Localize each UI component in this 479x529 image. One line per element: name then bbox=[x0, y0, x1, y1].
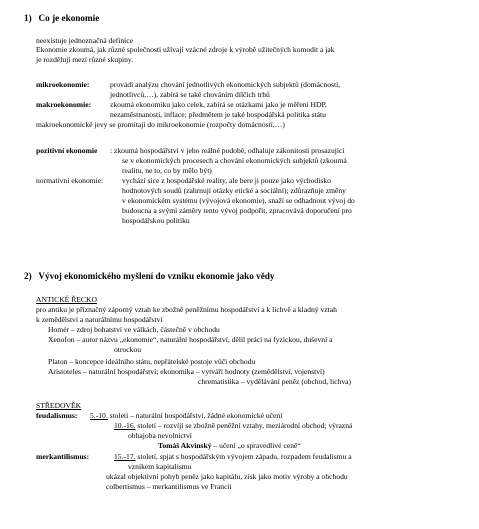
normative-economics-line-2: hodnotových soudů (zahrnují otázky etické a sociální); zdůrazňuje změny bbox=[122, 186, 346, 195]
macroeconomics-term: makroekonomie: bbox=[36, 100, 92, 109]
mercantilism-line-2: vznikem kapitalismu bbox=[128, 462, 192, 471]
microeconomics-term: mikroekonomie: bbox=[36, 80, 90, 89]
feudalism-line-3: obhajoba nevolnictví bbox=[128, 431, 192, 440]
feudalism-line-2-text: století – rozvíjí se zbožně peněžní vztahy, meziárodní obchod; výrazná bbox=[135, 421, 353, 430]
ancient-greece-heading: ANTICKÉ ŘECKO bbox=[36, 295, 97, 304]
mercantilism-line-1 bbox=[114, 452, 352, 461]
mercantilism-line-3: ukázal objektivní pohyb peněz jako kapitálu, zisk jako motiv výroby a obchodu bbox=[106, 472, 348, 481]
ancient-greece-line-1: pro antiku je příznačný záporný vztah ke zbožně peněžnímu hospodářství a k lichvě a kladný vztah bbox=[36, 305, 337, 314]
normative-economics-line-5: hospodářskou politiku bbox=[122, 216, 190, 225]
definition-line-2: je rozdělují mezi různé skupiny. bbox=[36, 55, 134, 64]
normative-economics-term: normativní ekonomie: bbox=[36, 176, 104, 185]
feudalism-line-2 bbox=[114, 421, 352, 430]
feudalism-century-1: 5.-10. bbox=[90, 411, 108, 420]
mercantilism-line-1-text: století, spjat s hospodářským vývojem západu, rozpadem feudalismu a bbox=[135, 452, 352, 461]
positive-economics-line-2: se v ekonomických procesech a chování ekonomických subjektů (zkoumá bbox=[122, 156, 347, 165]
platon-line: Platon – koncepce ideálního státu, nepřátelské postoje vůči obchodu bbox=[48, 357, 256, 366]
middle-ages-heading: STŘEDOVĚK bbox=[36, 401, 82, 410]
tomas-akvinsky-line bbox=[158, 441, 301, 450]
aristoteles-line-2: chrematistika – vydělávání peněz (obchod, lichva) bbox=[198, 377, 352, 386]
section-2-number: 2) bbox=[24, 271, 32, 281]
positive-economics-line-3: realitu, ne to, co by mělo být) bbox=[122, 166, 212, 175]
macroeconomics-line-1: zkoumá ekonomiku jako celek, zabírá se otázkami jako je měření HDP, bbox=[110, 100, 327, 109]
positive-economics-term: pozitivní ekonomie bbox=[36, 146, 98, 155]
feudalism-line-1 bbox=[90, 411, 282, 420]
normative-economics-line-3: v ekonomickém systému (vývojová ekonomie), snaží se odhadnout vývoj do bbox=[122, 196, 355, 205]
xenofon-line-1: Xenofon – autor názvu „ekonomie“, naturální hospodářství, dělil práci na fyzickou, duševní a bbox=[48, 335, 333, 344]
normative-economics-line-4: budoucna a svými záměry tento vývoj podpořit, zpracovává doporučení pro bbox=[122, 206, 352, 215]
normative-economics-line-1: vychází sice z hospodářské reality, ale bere ji pouze jako východisko bbox=[122, 176, 331, 185]
xenofon-line-2: otrockou bbox=[114, 345, 141, 354]
section-1-title: Co je ekonomie bbox=[38, 13, 100, 23]
section-2-heading bbox=[24, 272, 274, 281]
macroeconomics-line-3: makroekonomické jevy se promítají do mikroekonomie (rozpočty domácností,…) bbox=[36, 120, 285, 129]
feudalism-term: feudalismus: bbox=[36, 411, 78, 420]
aristoteles-line-1: Aristoteles – naturální hospodářství; ekonomika – vytváří hodnoty (zemědělství, vojenství) bbox=[48, 367, 325, 376]
section-1-heading bbox=[24, 14, 99, 23]
homer-line: Homér – zdroj bohatství ve válkách, částečně v obchodu bbox=[48, 325, 220, 334]
definition-line-1: Ekonomie zkoumá, jak různé společnosti užívají vzácné zdroje k výrobě užitečných komodit a jak bbox=[36, 45, 335, 54]
microeconomics-line-2: jednotlivců,…), zabírá se také chováním dílčích trhů bbox=[110, 90, 270, 99]
mercantilism-term: merkantilismus: bbox=[36, 452, 90, 461]
tomas-akvinsky-name: Tomáš Akvinský bbox=[158, 441, 212, 450]
ancient-greece-line-2: k zemědělství a naturálnímu hospodářství bbox=[36, 315, 163, 324]
tomas-akvinsky-text: – učení „o spravedlivé ceně“ bbox=[211, 441, 301, 450]
mercantilism-century: 15.-17. bbox=[114, 452, 136, 461]
macroeconomics-line-2: nezaměstnanosti, inflace; předmětem je také hospodářská politika státu bbox=[110, 110, 326, 119]
mercantilism-line-4: colbertismus – merkantilismus ve Francii bbox=[106, 482, 232, 491]
positive-economics-line-1: : zkoumá hospodářství v jeho reálné podobě, odhaluje zákonitosti prosazující bbox=[110, 146, 345, 155]
feudalism-line-1-text: století – naturální hospodářství, žádné ekonomické učení bbox=[107, 411, 283, 420]
no-definition-note: neexistuje jednoznačná definice bbox=[36, 36, 133, 45]
section-2-title: Vývoj ekonomického myšlení do vzniku ekonomie jako vědy bbox=[38, 271, 275, 281]
section-1-number: 1) bbox=[24, 13, 32, 23]
feudalism-century-2: 10.-16. bbox=[114, 421, 136, 430]
microeconomics-line-1: provádí analýzu chování jednotlivých ekonomických subjektů (domácností, bbox=[110, 80, 341, 89]
